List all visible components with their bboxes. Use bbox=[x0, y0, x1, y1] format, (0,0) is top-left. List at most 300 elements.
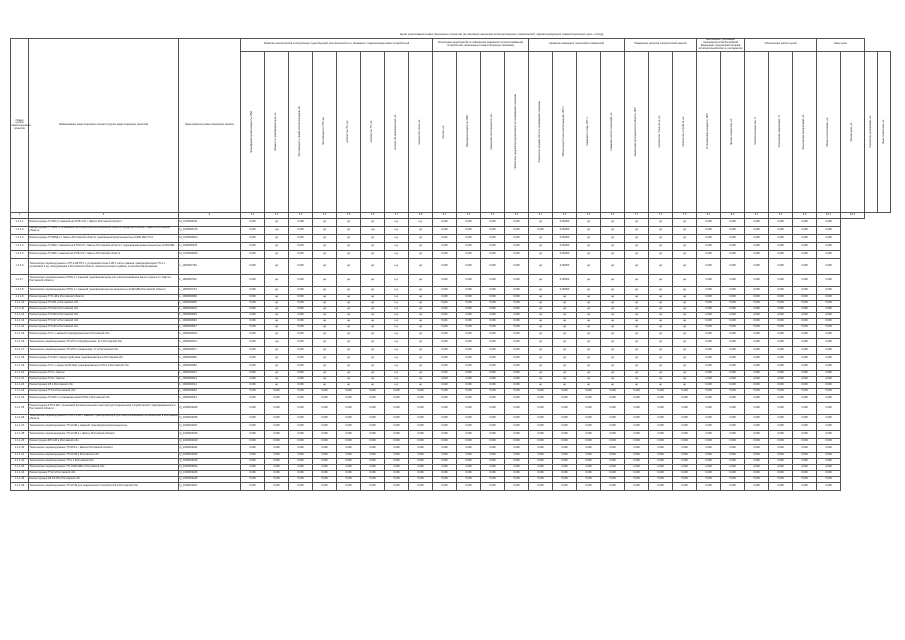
value-cell: 0,000 bbox=[601, 438, 625, 444]
table-row bbox=[11, 242, 891, 250]
value-cell: 0,000 bbox=[721, 324, 745, 330]
value-cell: 0,000 bbox=[529, 226, 553, 234]
value-cell: нд bbox=[529, 218, 553, 226]
value-cell: нд bbox=[577, 306, 601, 312]
value-cell: нд bbox=[649, 286, 673, 294]
value-cell: 0,022 bbox=[433, 300, 457, 306]
table-row bbox=[11, 338, 891, 346]
value-cell: нд bbox=[673, 258, 697, 274]
value-cell: 0,000 bbox=[241, 414, 265, 422]
value-cell: 0,000 bbox=[649, 388, 673, 394]
group-header-g3: Снижение изменения технических показателей bbox=[529, 39, 625, 52]
value-cell: нд bbox=[529, 330, 553, 338]
value-cell: 0,000 bbox=[721, 464, 745, 470]
value-cell: 0,000 bbox=[505, 444, 529, 452]
value-cell: 0,000 bbox=[697, 318, 721, 324]
value-cell: 0,000 bbox=[721, 382, 745, 388]
value-cell: нд bbox=[649, 354, 673, 362]
value-cell: нд bbox=[601, 354, 625, 362]
value-cell: 0,000 bbox=[745, 234, 769, 242]
sub-header-label: Показатель реализации, шт. bbox=[868, 115, 872, 148]
value-cell: нд bbox=[673, 294, 697, 300]
sub-header bbox=[265, 51, 289, 212]
value-cell: 0,000 bbox=[673, 464, 697, 470]
value-cell: 0,000 bbox=[577, 430, 601, 438]
value-cell: 0,000 bbox=[697, 438, 721, 444]
value-cell: 0,000 bbox=[745, 330, 769, 338]
value-cell: нд bbox=[361, 234, 385, 242]
project-id: L_1000003017 bbox=[179, 324, 241, 330]
value-cell: нд bbox=[337, 274, 361, 286]
value-cell: 0,000 bbox=[481, 402, 505, 414]
project-name: Реконструкция КЛ в Ростовской обл. bbox=[29, 382, 179, 388]
value-cell: 0,000 bbox=[241, 346, 265, 354]
row-number: 1.1.1.30 bbox=[11, 444, 29, 452]
row-number: 1.1.1.10 bbox=[11, 300, 29, 306]
project-name: Техническое перевооружение ТП-1 в Ростовской обл. bbox=[29, 458, 179, 464]
value-cell: 0,000 bbox=[289, 430, 313, 438]
value-cell: 0,021 bbox=[433, 312, 457, 318]
value-cell: 0,000 bbox=[697, 414, 721, 422]
value-cell: 0,000 bbox=[241, 464, 265, 470]
value-cell: нд bbox=[673, 242, 697, 250]
value-cell: 0,000 bbox=[769, 438, 793, 444]
value-cell: 0,000 bbox=[265, 402, 289, 414]
header-name: Наименование инвестиционного проекта (группы инвестиционных проектов) bbox=[29, 39, 179, 213]
value-cell: 0,000 bbox=[769, 300, 793, 306]
value-cell: 0,000 bbox=[793, 250, 817, 258]
value-cell: нд bbox=[409, 330, 433, 338]
value-cell: 0,000 bbox=[745, 458, 769, 464]
value-cell: нд bbox=[625, 338, 649, 346]
value-cell: нд bbox=[649, 250, 673, 258]
value-cell: 0,000 bbox=[625, 458, 649, 464]
value-cell: 0,000 bbox=[673, 476, 697, 482]
value-cell: 0,000 bbox=[769, 312, 793, 318]
value-cell: нд bbox=[265, 300, 289, 306]
value-cell: нд bbox=[529, 312, 553, 318]
value-cell: 0,000 bbox=[529, 444, 553, 452]
value-cell: 0,000 bbox=[793, 430, 817, 438]
value-cell: 0,000 bbox=[481, 470, 505, 476]
project-name: Реконструкция ТП 905Д 2 г. Шахты Ростовской области трансформаторов мощностью 2х250 кВА ТП-2 bbox=[29, 234, 179, 242]
value-cell: нд bbox=[577, 294, 601, 300]
project-name: Реконструкция ТП 1 кВ в Ростовской области bbox=[29, 294, 179, 300]
value-cell: нд bbox=[337, 324, 361, 330]
value-cell: нд bbox=[673, 306, 697, 312]
sub-header-label: Прочие цели, шт. bbox=[850, 121, 854, 142]
value-cell: 0,000 bbox=[313, 464, 337, 470]
value-cell: нд bbox=[625, 234, 649, 242]
value-cell: нд bbox=[409, 376, 433, 382]
value-cell: нд bbox=[601, 346, 625, 354]
value-cell: 0,000 bbox=[409, 482, 433, 490]
value-cell: 0,000 bbox=[289, 294, 313, 300]
table-row bbox=[11, 482, 891, 490]
row-number: 1.1.1.1 bbox=[11, 218, 29, 226]
value-cell: нд bbox=[409, 258, 433, 274]
value-cell: нд bbox=[313, 354, 337, 362]
value-cell: 0,000 bbox=[289, 274, 313, 286]
value-cell: 0,000 bbox=[457, 226, 481, 234]
value-cell: нд bbox=[361, 362, 385, 370]
project-name: Реконструкция ТП-317 в Ростовской обл. bbox=[29, 318, 179, 324]
value-cell: нд bbox=[409, 274, 433, 286]
value-cell: 0,000 bbox=[265, 430, 289, 438]
value-cell: 0,000 bbox=[457, 482, 481, 490]
project-name: Техническое перевооружение КТПН 1 с заменой трансформатора на мощностью 2х400 кВА Ростовской области bbox=[29, 286, 179, 294]
value-cell: 0,000 bbox=[673, 452, 697, 458]
value-cell: нд bbox=[361, 376, 385, 382]
project-id: L_1000003015 bbox=[179, 306, 241, 312]
value-cell: нд bbox=[337, 250, 361, 258]
value-cell: 0,000 bbox=[457, 444, 481, 452]
value-cell: 0,000 bbox=[769, 330, 793, 338]
value-cell: 0,000 bbox=[745, 312, 769, 318]
value-cell: 0,000 bbox=[697, 294, 721, 300]
value-cell: 0,000 bbox=[289, 414, 313, 422]
value-cell: 0,000 bbox=[721, 394, 745, 402]
value-cell: нд bbox=[577, 274, 601, 286]
value-cell: 0,000 bbox=[745, 438, 769, 444]
project-name: Техническое перевооружение ТП-179 по Профсоюзная, 11 в Ростовской обл. bbox=[29, 338, 179, 346]
value-cell: 0,000 bbox=[505, 354, 529, 362]
value-cell: нд bbox=[529, 346, 553, 354]
value-cell: 0,000 bbox=[793, 274, 817, 286]
value-cell: н.д. bbox=[385, 226, 409, 234]
value-cell: 0,000 bbox=[241, 422, 265, 430]
column-number: 9.2 bbox=[769, 212, 793, 218]
value-cell: нд bbox=[601, 376, 625, 382]
table-row bbox=[11, 422, 891, 430]
value-cell: нд bbox=[409, 306, 433, 312]
value-cell: нд bbox=[577, 338, 601, 346]
value-cell: нд bbox=[409, 300, 433, 306]
value-cell: нд bbox=[337, 286, 361, 294]
value-cell: 0,000 bbox=[457, 422, 481, 430]
project-id: Q_1000003042 bbox=[179, 452, 241, 458]
value-cell: 0,000 bbox=[505, 464, 529, 470]
value-cell: 0,000 bbox=[697, 312, 721, 318]
value-cell: нд bbox=[553, 362, 577, 370]
row-number: 1.1.1.17 bbox=[11, 346, 29, 354]
value-cell: 0,000 bbox=[265, 414, 289, 422]
value-cell: 0,000 bbox=[745, 294, 769, 300]
row-number: 1.1.1.5 bbox=[11, 250, 29, 258]
value-cell: 0,000 bbox=[529, 476, 553, 482]
value-cell: н.д. bbox=[385, 346, 409, 354]
value-cell: 0,000 bbox=[505, 318, 529, 324]
group-header-g6: Обеспечение прочих целей bbox=[745, 39, 817, 52]
value-cell: 0,000 bbox=[817, 338, 841, 346]
value-cell: 0,000 bbox=[481, 324, 505, 330]
value-cell: 0,000 bbox=[673, 402, 697, 414]
value-cell: 0,000 bbox=[817, 382, 841, 388]
value-cell: 0,000 bbox=[529, 388, 553, 394]
sub-header bbox=[553, 51, 577, 212]
sub-header bbox=[481, 51, 505, 212]
value-cell: нд bbox=[601, 258, 625, 274]
value-cell: 0,000 bbox=[553, 422, 577, 430]
value-cell: нд bbox=[601, 250, 625, 258]
value-cell: 0,000 bbox=[721, 286, 745, 294]
value-cell: нд bbox=[649, 218, 673, 226]
value-cell: 0,000 bbox=[241, 324, 265, 330]
value-cell: 0,000 bbox=[433, 388, 457, 394]
value-cell: нд bbox=[673, 324, 697, 330]
value-cell: 0,000 bbox=[721, 294, 745, 300]
value-cell: н.д. bbox=[385, 286, 409, 294]
value-cell: 0,000 bbox=[625, 470, 649, 476]
project-id: L_1000003052 bbox=[179, 362, 241, 370]
value-cell: 0,000 bbox=[793, 482, 817, 490]
column-number: 9.1 bbox=[745, 212, 769, 218]
value-cell: 0,000 bbox=[457, 464, 481, 470]
value-cell: 0,000 bbox=[769, 250, 793, 258]
value-cell: 0,000 bbox=[553, 394, 577, 402]
value-cell: 0,000 bbox=[577, 464, 601, 470]
value-cell: 0,000 bbox=[505, 370, 529, 376]
value-cell: нд bbox=[409, 294, 433, 300]
value-cell: 0,000 bbox=[697, 234, 721, 242]
sub-header-label: Трансформаторная мощность, МВА bbox=[250, 110, 254, 153]
value-cell: 0,000 bbox=[721, 370, 745, 376]
value-cell: 0,050 bbox=[289, 226, 313, 234]
value-cell: нд bbox=[529, 306, 553, 312]
value-cell: 0,000 bbox=[721, 388, 745, 394]
value-cell: 0,000 bbox=[721, 330, 745, 338]
value-cell: нд bbox=[265, 312, 289, 318]
value-cell: 0,000 bbox=[337, 422, 361, 430]
value-cell: 0,000 bbox=[505, 286, 529, 294]
value-cell: 0,000 bbox=[313, 470, 337, 476]
value-cell: нд bbox=[337, 354, 361, 362]
value-cell: 0,000 bbox=[817, 294, 841, 300]
value-cell: 0,000 bbox=[289, 318, 313, 324]
value-cell: 0,000 bbox=[625, 482, 649, 490]
value-cell: нд bbox=[529, 234, 553, 242]
value-cell: 0,000 bbox=[745, 286, 769, 294]
value-cell: 0,000 bbox=[241, 274, 265, 286]
table-row bbox=[11, 394, 891, 402]
value-cell: 0,000 bbox=[433, 482, 457, 490]
project-name: Реконструкция ТП-2 г. Шахты bbox=[29, 376, 179, 382]
value-cell: 0,000 bbox=[817, 318, 841, 324]
value-cell: нд bbox=[577, 362, 601, 370]
sub-header-label: Количество ТП, шт. bbox=[370, 120, 374, 143]
value-cell: 0,000 bbox=[481, 458, 505, 464]
project-name: Реконструкция КЛ-10 кВ в Ростовской обл. bbox=[29, 476, 179, 482]
value-cell: -нд bbox=[265, 338, 289, 346]
row-number: 1.1.1.22 bbox=[11, 382, 29, 388]
value-cell: 0,000 bbox=[457, 312, 481, 318]
value-cell: нд bbox=[673, 226, 697, 234]
value-cell: 0,000 bbox=[745, 470, 769, 476]
value-cell: 0,000 bbox=[793, 370, 817, 376]
value-cell: 0,000 bbox=[481, 354, 505, 362]
project-name: Техническое перевооружение и РП-6 кВ РП-1 с установкой ячеек 6 кВ 2 типа и замена трансформаторов ТП-1 с установкой 3 ед. оборудования в Ростовской области, Красносулинского района, в поселке Малокаменка bbox=[29, 258, 179, 274]
value-cell: 0,000 bbox=[457, 430, 481, 438]
value-cell: 0,000 bbox=[697, 476, 721, 482]
value-cell: 0,000 bbox=[673, 444, 697, 452]
sub-header-label: Выполнение предписаний, шт. bbox=[802, 113, 806, 150]
value-cell: нд bbox=[553, 338, 577, 346]
value-cell: н.д. bbox=[385, 306, 409, 312]
value-cell: 0,000 bbox=[697, 464, 721, 470]
value-cell: нд bbox=[601, 242, 625, 250]
value-cell: 0,000 bbox=[721, 242, 745, 250]
value-cell: 0,000 bbox=[697, 376, 721, 382]
value-cell: 0,000 bbox=[793, 394, 817, 402]
value-cell: нд bbox=[625, 376, 649, 382]
value-cell: 0,000 bbox=[601, 394, 625, 402]
value-cell: нд bbox=[337, 312, 361, 318]
value-cell: 0,000 bbox=[481, 226, 505, 234]
value-cell: 0,000 bbox=[289, 476, 313, 482]
value-cell: 0,000 bbox=[793, 476, 817, 482]
value-cell: 0,000 bbox=[241, 218, 265, 226]
value-cell: 0,000 bbox=[769, 346, 793, 354]
value-cell: 0,000 bbox=[385, 438, 409, 444]
value-cell: 0,000 bbox=[601, 464, 625, 470]
group-header-g1: Развитие электрической сети/усиление существующей электрической сети, связанное с подключением новых потребителей bbox=[241, 39, 433, 52]
value-cell: 0,000 bbox=[697, 444, 721, 452]
project-id: М_1000000525 bbox=[179, 250, 241, 258]
value-cell: нд bbox=[361, 306, 385, 312]
value-cell: нд bbox=[577, 330, 601, 338]
value-cell: 0,000 bbox=[625, 402, 649, 414]
value-cell: 0,000 bbox=[529, 482, 553, 490]
value-cell: 0,000 bbox=[385, 430, 409, 438]
value-cell: нд bbox=[577, 312, 601, 318]
value-cell: 0,000 bbox=[601, 444, 625, 452]
value-cell: нд bbox=[313, 306, 337, 312]
value-cell: нд bbox=[553, 370, 577, 376]
value-cell: 0,000 bbox=[337, 414, 361, 422]
value-cell: 0,000 bbox=[481, 482, 505, 490]
row-number: 1.1.1.33 bbox=[11, 464, 29, 470]
value-cell: нд bbox=[649, 338, 673, 346]
column-number: 4.7 bbox=[385, 212, 409, 218]
row-number: 1.1.1.32 bbox=[11, 458, 29, 464]
value-cell: 0,000 bbox=[457, 330, 481, 338]
row-number: 1.1.1.23 bbox=[11, 388, 29, 394]
value-cell: 0,000 bbox=[553, 388, 577, 394]
project-id: L_1000003071 bbox=[179, 346, 241, 354]
value-cell: 0,000 bbox=[433, 258, 457, 274]
value-cell: 0,000 bbox=[649, 458, 673, 464]
value-cell: 0,000 bbox=[313, 444, 337, 452]
value-cell: 0,000 bbox=[721, 226, 745, 234]
value-cell: 0,000 bbox=[505, 346, 529, 354]
value-cell: 0,000 bbox=[793, 402, 817, 414]
value-cell: 0,000 bbox=[553, 482, 577, 490]
value-cell: 0,000 bbox=[505, 438, 529, 444]
value-cell: нд bbox=[361, 218, 385, 226]
value-cell: 0,020 bbox=[433, 338, 457, 346]
value-cell: 0,000 bbox=[313, 476, 337, 482]
project-name: Реконструкция ТП-313 с переустройством трансформатора в Ростовской обл. bbox=[29, 354, 179, 362]
value-cell: нд bbox=[601, 274, 625, 286]
value-cell: нд bbox=[313, 274, 337, 286]
project-id: L_1000009000 bbox=[179, 294, 241, 300]
row-number: 1.1.1.24 bbox=[11, 394, 29, 402]
value-cell: нд bbox=[529, 242, 553, 250]
group-header-g5: Выполнение требований законодательства Российской Федерации, предписаний органов исполнительной власти, регламентов bbox=[697, 39, 745, 52]
value-cell: нд bbox=[409, 242, 433, 250]
value-cell: 0,000 bbox=[481, 414, 505, 422]
value-cell: 0,00000 bbox=[553, 242, 577, 250]
value-cell: нд bbox=[649, 234, 673, 242]
value-cell: нд bbox=[601, 338, 625, 346]
value-cell: 0,000 bbox=[505, 312, 529, 318]
project-id: L_1000007613 bbox=[179, 286, 241, 294]
value-cell: нд bbox=[337, 218, 361, 226]
value-cell: 0,022 bbox=[433, 218, 457, 226]
value-cell: 0,000 bbox=[241, 438, 265, 444]
value-cell: 0,00000 bbox=[553, 258, 577, 274]
project-name: Техническое перевооружение ТП-10 кВ в Ростовской обл. bbox=[29, 452, 179, 458]
value-cell: 0,00000 bbox=[553, 286, 577, 294]
sub-header-label: Установленная мощность, МВт bbox=[706, 113, 710, 150]
value-cell: 0,000 bbox=[505, 324, 529, 330]
value-cell: 0,000 bbox=[817, 452, 841, 458]
value-cell: 0,000 bbox=[769, 430, 793, 438]
value-cell: 0,000 bbox=[289, 306, 313, 312]
project-name: Реконструкция ТП-1 с заменой трансформатора в Ростовской обл. bbox=[29, 330, 179, 338]
value-cell: нд bbox=[601, 362, 625, 370]
value-cell: 0,000 bbox=[697, 354, 721, 362]
value-cell: нд bbox=[337, 376, 361, 382]
value-cell: нд bbox=[625, 258, 649, 274]
sub-header-label: Иные показатели, шт. bbox=[881, 118, 885, 145]
value-cell: 0,000 bbox=[409, 422, 433, 430]
value-cell: нд bbox=[577, 242, 601, 250]
value-cell: н.д. bbox=[385, 294, 409, 300]
row-number: 1.1.1.4 bbox=[11, 242, 29, 250]
value-cell: 0,000 bbox=[505, 250, 529, 258]
value-cell: 0,00000 bbox=[553, 218, 577, 226]
value-cell: 0,000 bbox=[361, 458, 385, 464]
value-cell: 0,000 bbox=[241, 312, 265, 318]
value-cell: 0,000 bbox=[769, 452, 793, 458]
value-cell: 0,000 bbox=[697, 362, 721, 370]
value-cell: 0,000 bbox=[793, 388, 817, 394]
value-cell: 0,003 bbox=[289, 242, 313, 250]
value-cell: 0,000 bbox=[265, 422, 289, 430]
value-cell: 0,000 bbox=[793, 294, 817, 300]
value-cell: 0,000 bbox=[409, 388, 433, 394]
value-cell: 0,000 bbox=[793, 414, 817, 422]
project-id: Н_1000000976 bbox=[179, 242, 241, 250]
sub-header-label: Снижение потерь, МВт·ч bbox=[586, 117, 590, 146]
value-cell: нд bbox=[649, 258, 673, 274]
value-cell: 0,000 bbox=[745, 258, 769, 274]
value-cell: 0,000 bbox=[697, 452, 721, 458]
value-cell: 0,000 bbox=[241, 444, 265, 452]
value-cell: н.д. bbox=[385, 362, 409, 370]
value-cell: 0,000 bbox=[697, 394, 721, 402]
value-cell: 0,000 bbox=[817, 324, 841, 330]
value-cell: 0,000 bbox=[433, 414, 457, 422]
value-cell: 0,000 bbox=[817, 218, 841, 226]
value-cell: нд bbox=[601, 234, 625, 242]
value-cell: нд bbox=[577, 218, 601, 226]
sub-header-label: Количество точек учета, шт. bbox=[658, 115, 662, 148]
value-cell: нд bbox=[529, 258, 553, 274]
value-cell: 0,000 bbox=[433, 430, 457, 438]
value-cell: 0,000 bbox=[361, 438, 385, 444]
